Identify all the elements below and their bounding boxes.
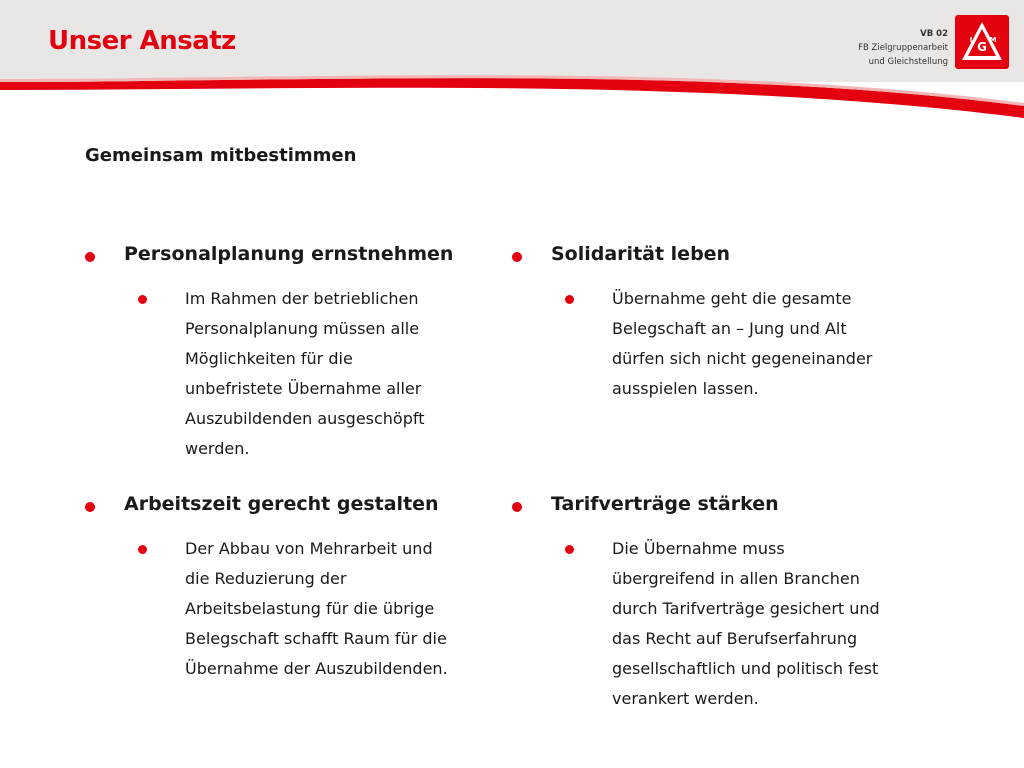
ig-metall-logo (955, 15, 1009, 69)
section-heading: Arbeitszeit gerecht gestalten (124, 493, 439, 515)
body-line: Im Rahmen der betrieblichen (185, 289, 419, 308)
body-line: Möglichkeiten für die (185, 349, 353, 368)
section-body (612, 534, 912, 714)
sub-bullet-icon (138, 295, 147, 304)
slide-title: Unser Ansatz (48, 26, 236, 56)
body-line: Belegschaft schafft Raum für die (185, 629, 447, 648)
body-line: Arbeitsbelastung für die übrige (185, 599, 435, 618)
bullet-icon (85, 252, 95, 262)
body-line: Der Abbau von Mehrarbeit und (185, 539, 433, 558)
section-body (185, 284, 485, 464)
section-heading: Tarifverträge stärken (551, 493, 779, 515)
body-line: durch Tarifverträge gesichert und (612, 599, 880, 618)
svg-text:I: I (969, 36, 973, 44)
body-line: Übernahme geht die gesamte (612, 289, 852, 308)
header-swoosh (0, 60, 1024, 130)
body-line: übergreifend in allen Branchen (612, 569, 860, 588)
body-line: ausspielen lassen. (612, 379, 759, 398)
section-heading: Personalplanung ernstnehmen (124, 243, 454, 265)
section-body (185, 534, 485, 684)
body-line: die Reduzierung der (185, 569, 347, 588)
body-line: verankert werden. (612, 689, 759, 708)
body-line: werden. (185, 439, 250, 458)
body-line: unbefristete Übernahme aller (185, 379, 422, 398)
body-line: Übernahme der Auszubildenden. (185, 659, 448, 678)
body-line: das Recht auf Berufserfahrung (612, 629, 858, 648)
department-label (858, 27, 948, 69)
bullet-icon (512, 502, 522, 512)
body-line: gesellschaftlich und politisch fest (612, 659, 879, 678)
body-line: Belegschaft an – Jung und Alt (612, 319, 847, 338)
body-line: Die Übernahme muss (612, 539, 785, 558)
section-body (612, 284, 912, 404)
section-heading: Solidarität leben (551, 243, 731, 265)
svg-text:M: M (989, 36, 997, 44)
department-name-line2: und Gleichstellung (868, 57, 948, 67)
body-line: Personalplanung müssen alle (185, 319, 420, 338)
sub-bullet-icon (138, 545, 147, 554)
sub-bullet-icon (565, 545, 574, 554)
bullet-icon (512, 252, 522, 262)
body-line: Auszubildenden ausgeschöpft (185, 409, 425, 428)
body-line: dürfen sich nicht gegeneinander (612, 349, 873, 368)
subtitle: Gemeinsam mitbestimmen (85, 145, 357, 166)
svg-text:G: G (977, 40, 987, 54)
bullet-icon (85, 502, 95, 512)
department-code: VB 02 (920, 29, 948, 39)
sub-bullet-icon (565, 295, 574, 304)
department-name-line1: FB Zielgruppenarbeit (858, 43, 948, 53)
